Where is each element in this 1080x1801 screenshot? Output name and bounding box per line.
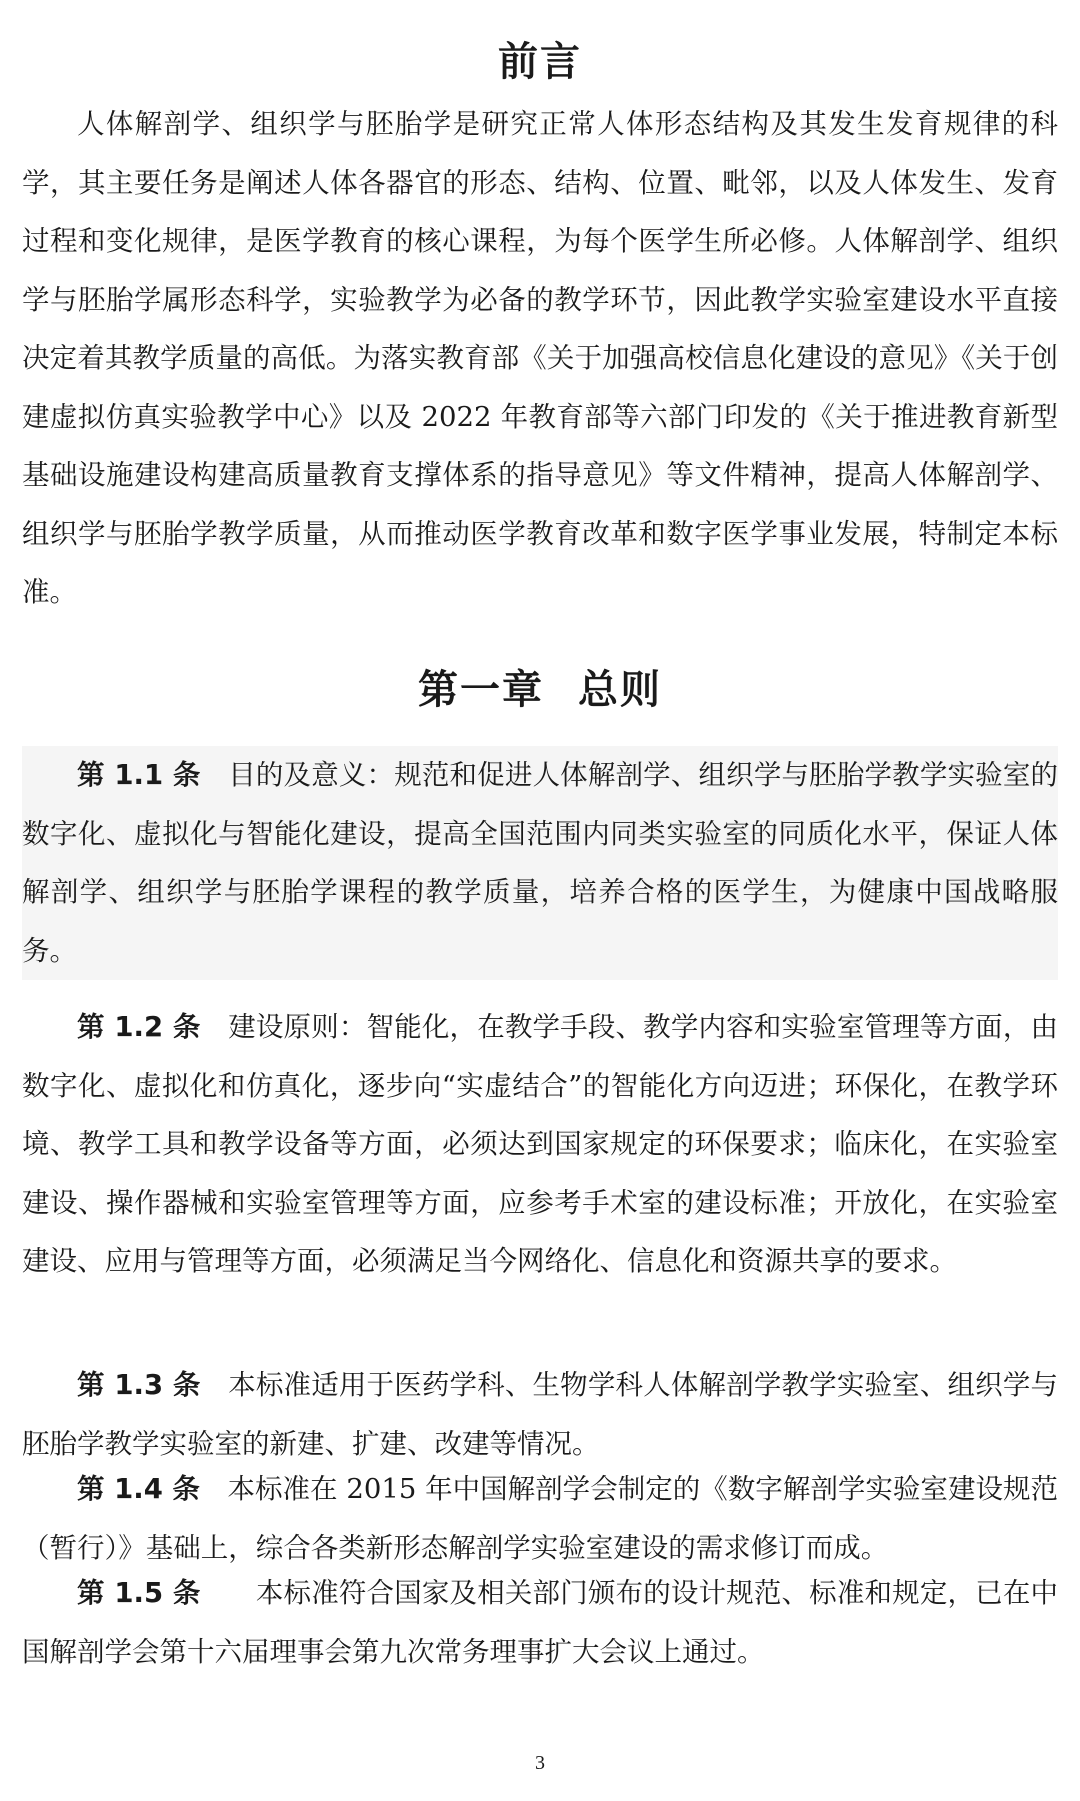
article-1-3	[22, 1356, 1058, 1473]
article-1-2	[22, 998, 1058, 1291]
article-text: 本标准符合国家及相关部门颁布的设计规范、标准和规定，已在中国解剖学会第十六届理事会第九次常务理事扩大会议上通过。	[22, 1577, 1059, 1668]
article-label: 第 1.5 条	[77, 1577, 201, 1609]
article-label: 第 1.3 条	[77, 1369, 201, 1401]
article-text: 本标准适用于医药学科、生物学科人体解剖学教学实验室、组织学与胚胎学教学实验室的新建、扩建、改建等情况。	[22, 1369, 1058, 1460]
article-1-5	[22, 1564, 1058, 1681]
article-label: 第 1.1 条	[77, 759, 201, 791]
preface-paragraph: 人体解剖学、组织学与胚胎学是研究正常人体形态结构及其发生发育规律的科学，其主要任务是阐述人体各器官的形态、结构、位置、毗邻，以及人体发生、发育过程和变化规律，是医学教育的核心课程，为每个医学生所必修。人体解剖学、组织学与胚胎学属形态科学，实验教学为必备的教学环节，因此教学实验室建设水平直接决定着其教学质量的高低。为落实教育部《关于加强高校信息化建设的意见》《关于创建虚拟仿真实验教学中心》以及 2022 年教育部等六部门印发的《关于推进教育新型基础设施建设构建高质量教育支撑体系的指导意见》等文件精神，提高人体解剖学、组织学与胚胎学教学质量，从而推动医学教育改革和数字医学事业发展，特制定本标准。	[22, 108, 1058, 608]
chapter-title: 第一章 总则	[418, 667, 662, 713]
article-label: 第 1.4 条	[77, 1473, 200, 1505]
article-text: 目的及意义：规范和促进人体解剖学、组织学与胚胎学教学实验室的数字化、虚拟化与智能化建设，提高全国范围内同类实验室的同质化水平，保证人体解剖学、组织学与胚胎学课程的教学质量，培养合格的医学生，为健康中国战略服务。	[22, 759, 1058, 967]
article-1-1	[22, 746, 1058, 980]
page-number: 3	[535, 1752, 545, 1774]
article-1-4	[22, 1460, 1058, 1577]
article-label: 第 1.2 条	[77, 1011, 201, 1043]
article-text: 建设原则：智能化，在教学手段、教学内容和实验室管理等方面，由数字化、虚拟化和仿真化，逐步向“实虚结合”的智能化方向迈进；环保化，在教学环境、教学工具和教学设备等方面，必须达到国家规定的环保要求；临床化，在实验室建设、操作器械和实验室管理等方面，应参考手术室的建设标准；开放化，在实验室建设、应用与管理等方面，必须满足当今网络化、信息化和资源共享的要求。	[22, 1011, 1058, 1277]
article-text: 本标准在 2015 年中国解剖学会制定的《数字解剖学实验室建设规范（暂行）》基础上，综合各类新形态解剖学实验室建设的需求修订而成。	[22, 1473, 1059, 1564]
preface-title: 前言	[498, 39, 582, 85]
